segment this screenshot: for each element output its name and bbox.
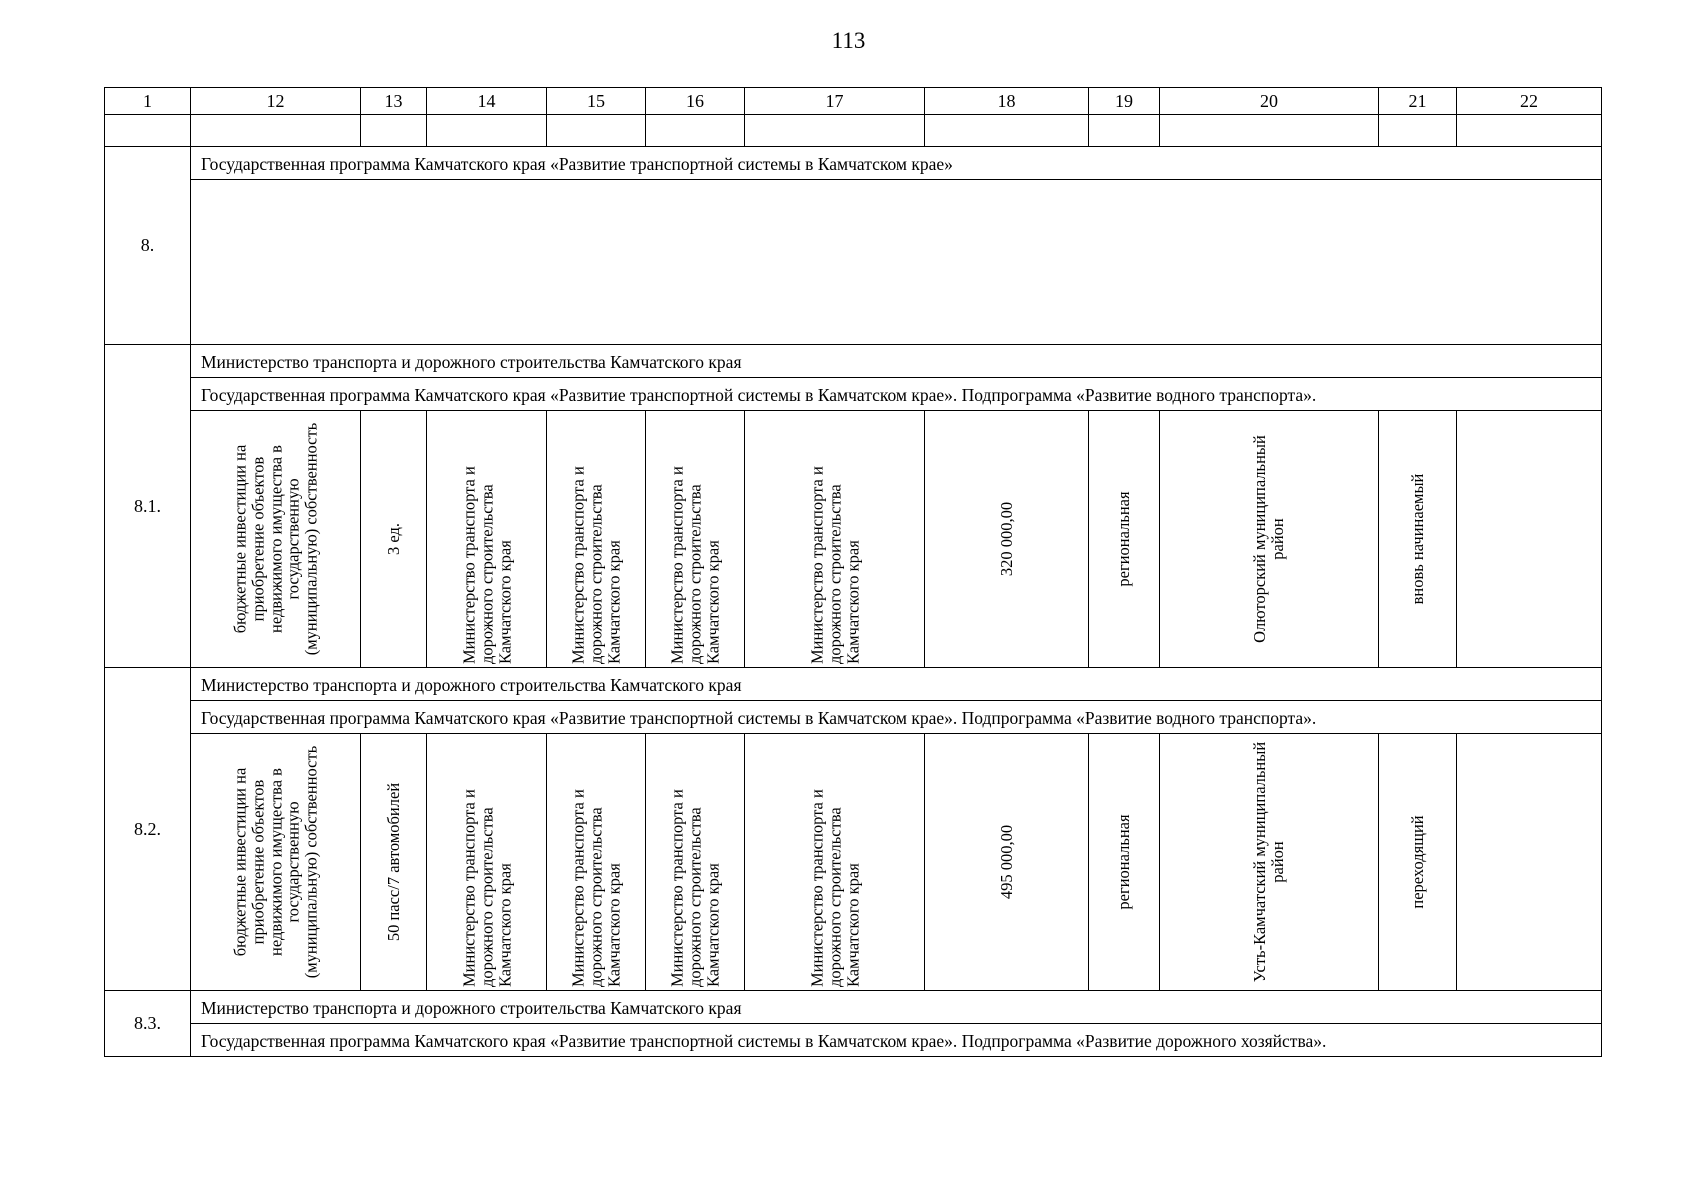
cell-13	[361, 734, 427, 991]
cell-22	[1457, 734, 1602, 991]
cell-14-text: Министерство транспорта и дорожного строительства Камчатского края	[458, 466, 514, 664]
column-number-row	[105, 88, 1602, 115]
row-ministry	[105, 345, 1602, 378]
row-program	[105, 701, 1602, 734]
cell-12	[191, 734, 361, 991]
cell-15	[547, 734, 646, 991]
cell-22	[1457, 411, 1602, 668]
cell-20-text: Олюторский муниципальный район	[1250, 435, 1287, 643]
empty-cell	[361, 115, 427, 147]
column-number: 1	[105, 88, 191, 115]
row-number: 8.2.	[105, 668, 191, 991]
cell-18-text: 320 000,00	[996, 501, 1016, 577]
cell-18-text: 495 000,00	[996, 824, 1016, 900]
column-number: 14	[427, 88, 547, 115]
cell-16	[646, 411, 745, 668]
table-row	[105, 734, 1602, 991]
investment-table	[104, 87, 1602, 1057]
section-empty-row	[105, 180, 1602, 345]
empty-cell	[1457, 115, 1602, 147]
cell-20-text: Усть-Камчатский муниципальный район	[1250, 741, 1287, 983]
cell-18	[925, 734, 1089, 991]
cell-17-text: Министерство транспорта и дорожного строительства Камчатского края	[806, 789, 862, 987]
empty-cell	[191, 115, 361, 147]
cell-16	[646, 734, 745, 991]
section-title-row	[105, 147, 1602, 180]
cell-19-text: региональная	[1114, 491, 1134, 587]
column-number: 19	[1089, 88, 1160, 115]
cell-13-text: 3 ед.	[383, 523, 403, 556]
empty-cell	[105, 115, 191, 147]
row-ministry	[105, 991, 1602, 1024]
column-number: 13	[361, 88, 427, 115]
program-cell: Государственная программа Камчатского края «Развитие транспортной системы в Камчатском крае». Подпрограмма «Развитие водного транспорта».	[191, 701, 1602, 734]
row-number: 8.1.	[105, 345, 191, 668]
cell-15	[547, 411, 646, 668]
cell-18	[925, 411, 1089, 668]
column-number: 21	[1379, 88, 1457, 115]
cell-20	[1160, 734, 1379, 991]
row-ministry	[105, 668, 1602, 701]
cell-16-text: Министерство транспорта и дорожного строительства Камчатского края	[667, 789, 722, 987]
program-cell: Государственная программа Камчатского края «Развитие транспортной системы в Камчатском крае». Подпрограмма «Развитие водного транспорта».	[191, 378, 1602, 411]
cell-14-text: Министерство транспорта и дорожного строительства Камчатского края	[458, 789, 514, 987]
cell-15-text: Министерство транспорта и дорожного строительства Камчатского края	[568, 789, 623, 987]
cell-13	[361, 411, 427, 668]
cell-19	[1089, 734, 1160, 991]
cell-21-text: вновь начинаемый	[1407, 473, 1427, 605]
cell-21-text: переходящий	[1407, 815, 1427, 909]
cell-21	[1379, 734, 1457, 991]
empty-cell	[1379, 115, 1457, 147]
ministry-cell: Министерство транспорта и дорожного строительства Камчатского края	[191, 668, 1602, 701]
column-number: 15	[547, 88, 646, 115]
ministry-cell: Министерство транспорта и дорожного строительства Камчатского края	[191, 345, 1602, 378]
cell-12-text: бюджетные инвестиции на приобретение объектов недвижимого имущества в государственную (муниципальную) собственность	[229, 745, 321, 979]
cell-19	[1089, 411, 1160, 668]
ministry-cell: Министерство транспорта и дорожного строительства Камчатского края	[191, 991, 1602, 1024]
cell-13-text: 50 пасс/7 автомобилей	[383, 782, 403, 942]
row-program	[105, 1024, 1602, 1057]
cell-14	[427, 411, 547, 668]
cell-16-text: Министерство транспорта и дорожного строительства Камчатского края	[667, 466, 722, 664]
empty-cell	[745, 115, 925, 147]
column-number: 20	[1160, 88, 1379, 115]
program-cell: Государственная программа Камчатского края «Развитие транспортной системы в Камчатском крае». Подпрограмма «Развитие дорожного хозяйства».	[191, 1024, 1602, 1057]
row-number: 8.3.	[105, 991, 191, 1057]
page-number: 113	[831, 28, 866, 53]
column-number: 18	[925, 88, 1089, 115]
empty-cell	[925, 115, 1089, 147]
column-number: 16	[646, 88, 745, 115]
empty-cell	[1089, 115, 1160, 147]
row-program	[105, 378, 1602, 411]
section-empty-cell	[191, 180, 1602, 345]
cell-12-text: бюджетные инвестиции на приобретение объектов недвижимого имущества в государственную (муниципальную) собственность	[229, 422, 321, 656]
cell-17-text: Министерство транспорта и дорожного строительства Камчатского края	[806, 466, 862, 664]
empty-cell	[547, 115, 646, 147]
empty-cell	[646, 115, 745, 147]
column-number: 12	[191, 88, 361, 115]
cell-17	[745, 734, 925, 991]
column-number: 22	[1457, 88, 1602, 115]
cell-19-text: региональная	[1114, 814, 1134, 910]
cell-20	[1160, 411, 1379, 668]
cell-12	[191, 411, 361, 668]
section-title: Государственная программа Камчатского края «Развитие транспортной системы в Камчатском крае»	[191, 147, 1602, 180]
section-number: 8.	[105, 147, 191, 345]
empty-cell	[1160, 115, 1379, 147]
empty-cell	[427, 115, 547, 147]
table-row	[105, 411, 1602, 668]
cell-14	[427, 734, 547, 991]
cell-17	[745, 411, 925, 668]
column-number: 17	[745, 88, 925, 115]
empty-row	[105, 115, 1602, 147]
cell-21	[1379, 411, 1457, 668]
cell-15-text: Министерство транспорта и дорожного строительства Камчатского края	[568, 466, 623, 664]
